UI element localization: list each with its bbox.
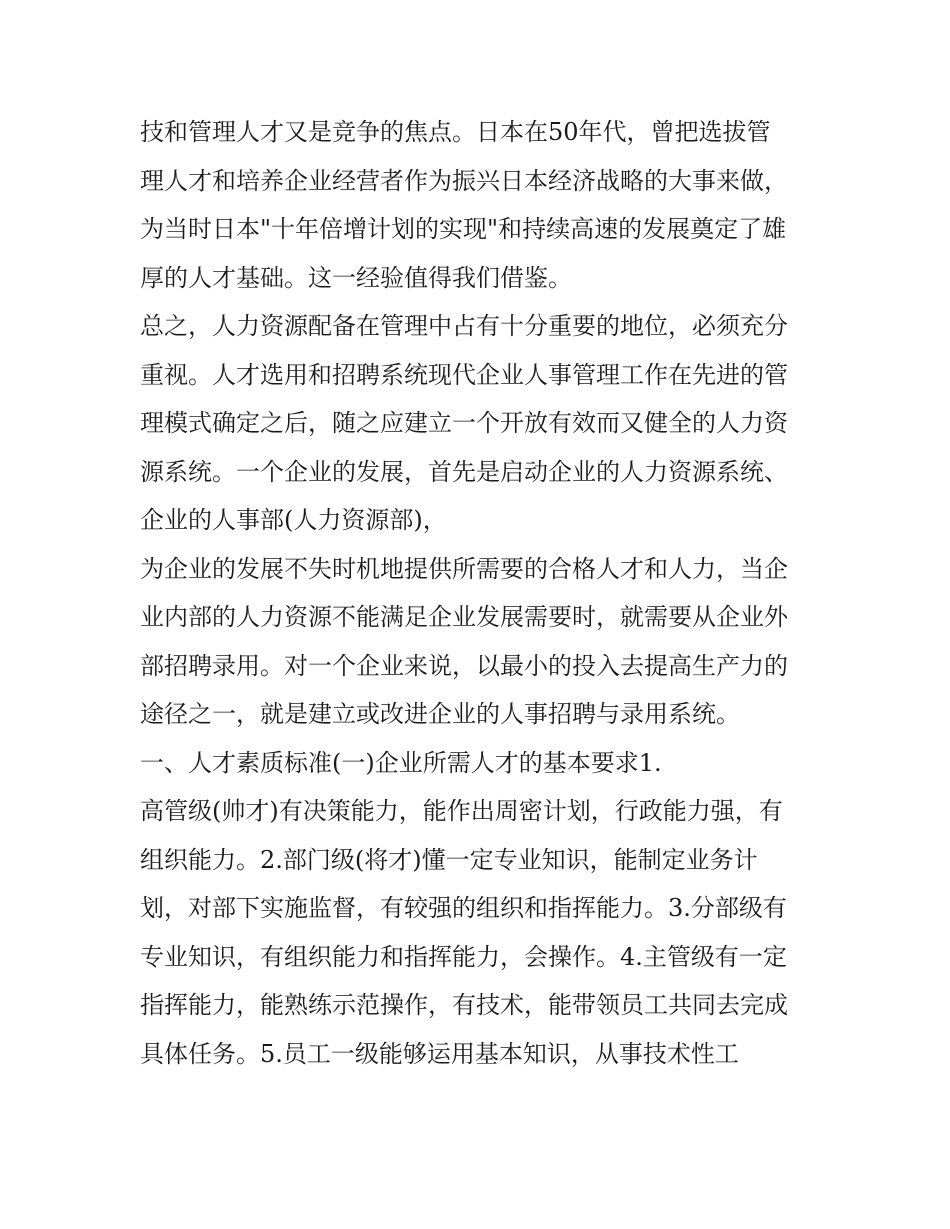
text-line: 途径之一，就是建立或改进企业的人事招聘与录用系统。 (140, 700, 740, 728)
text-line: 为企业的发展不失时机地提供所需要的合格人才和人力，当企 (140, 554, 788, 583)
text-line: 具体任务。5.员工一级能够运用基本知识，从事技术性工 (140, 1039, 739, 1068)
text-line: 组织能力。2.部门级(将才)懂一定专业知识，能制定业务计 (140, 845, 758, 874)
text-line: 指挥能力，能熟练示范操作，有技术，能带领员工共同去完成 (140, 991, 788, 1019)
text-line: 一、人才素质标准(一)企业所需人才的基本要求1. (140, 748, 662, 777)
text-line: 部招聘录用。对一个企业来说，以最小的投入去提高生产力的 (140, 651, 788, 680)
text-line: 划，对部下实施监督，有较强的组织和指挥能力。3.分部级有 (140, 894, 787, 922)
text-line: 业内部的人力资源不能满足企业发展需要时，就需要从企业外 (140, 603, 788, 631)
body-text (140, 112, 820, 1082)
text-line: 厚的人才基础。这一经验值得我们借鉴。 (140, 263, 572, 292)
text-line: 重视。人才选用和招聘系统现代企业人事管理工作在先进的管 (140, 360, 788, 389)
text-line: 企业的人事部(人力资源部)， (140, 506, 447, 534)
text-line: 理人才和培养企业经营者作为振兴日本经济战略的大事来做， (140, 166, 788, 195)
text-line: 总之，人力资源配备在管理中占有十分重要的地位，必须充分 (140, 312, 788, 340)
text-line: 源系统。一个企业的发展，首先是启动企业的人力资源系统、 (140, 457, 788, 486)
text-line: 理模式确定之后，随之应建立一个开放有效而又健全的人力资 (140, 409, 788, 437)
text-line: 专业知识，有组织能力和指挥能力，会操作。4.主管级有一定 (140, 942, 787, 971)
text-line: 为当时日本"十年倍增计划的实现"和持续高速的发展奠定了雄 (140, 215, 787, 243)
text-line: 技和管理人才又是竞争的焦点。日本在50年代，曾把选拔管 (140, 118, 771, 146)
text-line: 高管级(帅才)有决策能力，能作出周密计划，行政能力强，有 (140, 797, 783, 825)
